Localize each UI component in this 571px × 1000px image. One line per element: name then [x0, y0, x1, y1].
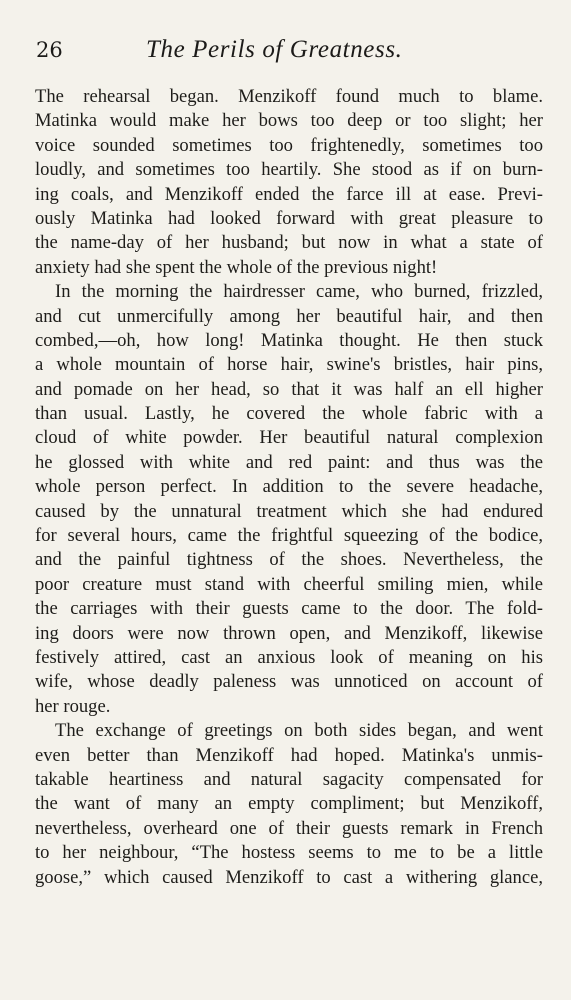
- running-title: The Perils of Greatness.: [146, 36, 403, 63]
- text-line: voice sounded sometimes too frightenedly, sometimes too: [35, 134, 543, 156]
- text-line: he glossed with white and red paint: and thus was the: [35, 451, 543, 473]
- text-line: Matinka would make her bows too deep or too slight; her: [35, 110, 543, 132]
- page-header: [36, 36, 536, 70]
- text-line: ously Matinka had looked forward with great pleasure to: [35, 207, 543, 229]
- text-line: even better than Menzikoff had hoped. Matinka's unmis-: [35, 744, 543, 766]
- text-line: cloud of white powder. Her beautiful natural complexion: [35, 427, 543, 449]
- text-line: The rehearsal began. Menzikoff found much to blame.: [35, 86, 543, 107]
- text-line: anxiety had she spent the whole of the previous night!: [35, 256, 438, 278]
- paragraph: [35, 280, 543, 719]
- text-line: a whole mountain of horse hair, swine's bristles, hair pins,: [35, 354, 543, 376]
- text-line: combed,—oh, how long! Matinka thought. He then stuck: [35, 329, 543, 351]
- text-line: the want of many an empty compliment; but Menzikoff,: [35, 793, 543, 815]
- text-line: her rouge.: [35, 695, 111, 717]
- text-line: the carriages with their guests came to the door. The fold-: [35, 598, 543, 620]
- text-line: poor creature must stand with cheerful smiling mien, while: [35, 573, 543, 595]
- text-line: goose,” which caused Menzikoff to cast a withering glance,: [35, 866, 543, 888]
- paragraph: [35, 719, 543, 890]
- text-line: and the painful tightness of the shoes. Nevertheless, the: [35, 549, 543, 571]
- text-line: festively attired, cast an anxious look of meaning on his: [35, 646, 543, 668]
- text-line: than usual. Lastly, he covered the whole fabric with a: [35, 403, 543, 425]
- text-line: for several hours, came the frightful squeezing of the bodice,: [35, 525, 543, 547]
- text-line: takable heartiness and natural sagacity compensated for: [35, 768, 543, 790]
- text-line: In the morning the hairdresser came, who burned, frizzled,: [55, 281, 543, 303]
- text-line: wife, whose deadly paleness was unnoticed on account of: [35, 671, 543, 693]
- text-line: The exchange of greetings on both sides began, and went: [55, 720, 543, 742]
- text-line: ing doors were now thrown open, and Menzikoff, likewise: [35, 622, 543, 644]
- body-text: [35, 85, 543, 890]
- text-line: and cut unmercifully among her beautiful hair, and then: [35, 305, 543, 327]
- text-line: nevertheless, overheard one of their guests remark in French: [35, 817, 543, 839]
- text-line: and pomade on her head, so that it was half an ell higher: [35, 378, 543, 400]
- text-line: whole person perfect. In addition to the severe headache,: [35, 476, 543, 498]
- page-number: 26: [36, 38, 63, 62]
- paragraph: [35, 85, 543, 280]
- text-line: to her neighbour, “The hostess seems to me to be a little: [35, 842, 543, 864]
- text-line: caused by the unnatural treatment which she had endured: [35, 500, 543, 522]
- text-line: loudly, and sometimes too heartily. She stood as if on burn-: [35, 159, 543, 181]
- text-line: ing coals, and Menzikoff ended the farce ill at ease. Previ-: [35, 183, 543, 205]
- text-line: the name-day of her husband; but now in what a state of: [35, 232, 543, 254]
